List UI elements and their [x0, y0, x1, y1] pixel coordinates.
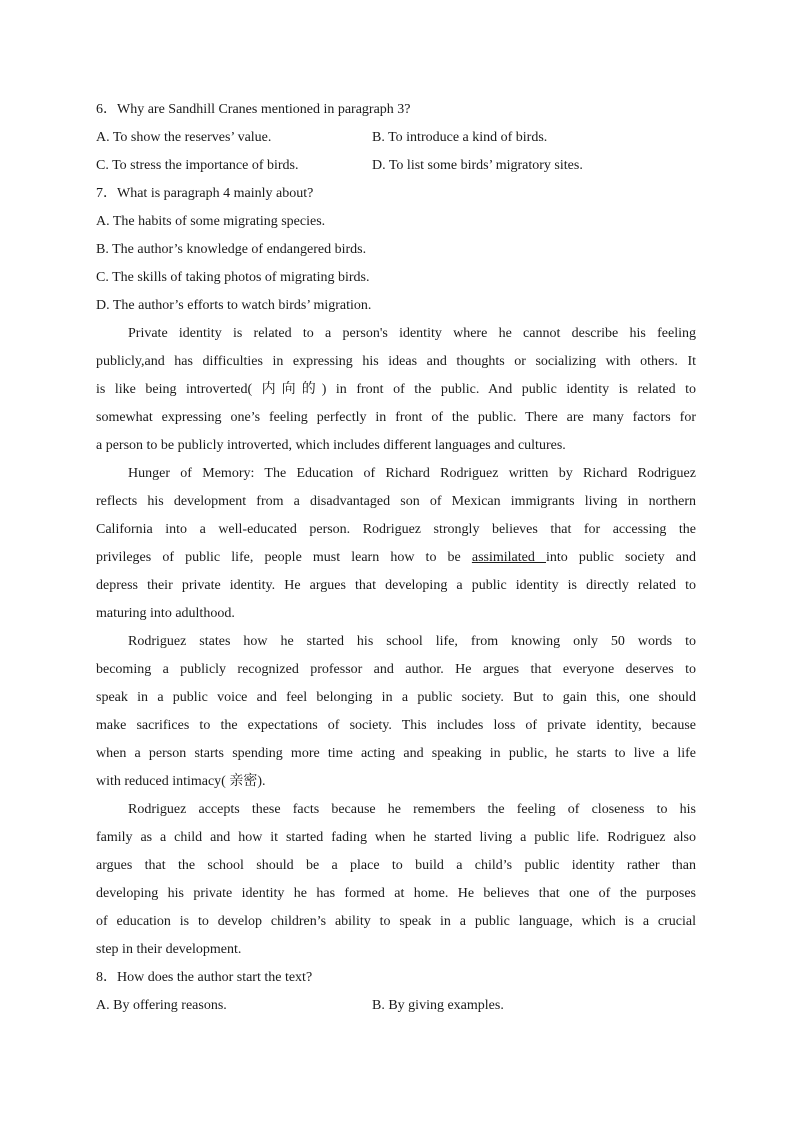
passage-paragraph-3	[96, 628, 696, 796]
paragraph-line: a person to be publicly introverted, which includes different languages and cultures.	[96, 438, 566, 453]
paragraph-line: California into a well-educated person. Rodriguez strongly believes that for accessing the	[96, 522, 696, 537]
paragraph-line: with reduced intimacy( 亲密).	[96, 774, 266, 789]
question-8-options-row-1	[96, 992, 696, 1020]
paragraph-line: make sacrifices to the expectations of society. This includes loss of private identity, because	[96, 718, 696, 733]
paragraph-line: of education is to develop children’s ability to speak in a public language, which is a crucial	[96, 914, 696, 929]
paragraph-line-with-underline	[96, 544, 696, 572]
question-6-options-row-2	[96, 152, 696, 180]
paragraph-line: speak in a public voice and feel belonging in a public society. But to gain this, one should	[96, 690, 696, 705]
paragraph-line: depress their private identity. He argues that developing a public identity is directly related to	[96, 578, 696, 593]
question-8-stem: 8．How does the author start the text?	[96, 970, 313, 985]
underlined-word-assimilated: assimilated	[471, 550, 546, 565]
paragraph-text: into public society and	[546, 550, 696, 565]
question-7-option-c[interactable]: C. The skills of taking photos of migrating birds.	[96, 270, 370, 285]
paragraph-line: step in their development.	[96, 942, 242, 957]
paragraph-line: somewhat expressing one’s feeling perfectly in front of the public. There are many factors for	[96, 410, 696, 425]
paragraph-line: developing his private identity he has formed at home. He believes that one of the purposes	[96, 886, 696, 901]
passage-paragraph-2	[96, 460, 696, 628]
paragraph-text: privileges of public life, people must learn how to be	[96, 550, 472, 565]
question-6-option-a[interactable]: A. To show the reserves’ value.	[96, 130, 272, 145]
question-7-option-d[interactable]: D. The author’s efforts to watch birds’ migration.	[96, 298, 372, 313]
question-7-option-a[interactable]: A. The habits of some migrating species.	[96, 214, 326, 229]
paragraph-line: Hunger of Memory: The Education of Richard Rodriguez written by Richard Rodriguez	[128, 466, 696, 481]
paragraph-line: argues that the school should be a place to build a child’s public identity rather than	[96, 858, 696, 873]
question-6-option-d[interactable]: D. To list some birds’ migratory sites.	[372, 158, 583, 173]
paragraph-line: family as a child and how it started fading when he started living a public life. Rodriguez also	[96, 830, 696, 845]
paragraph-line: maturing into adulthood.	[96, 606, 235, 621]
passage-paragraph-4	[96, 796, 696, 964]
paragraph-line: becoming a publicly recognized professor and author. He argues that everyone deserves to	[96, 662, 696, 677]
question-6-option-c[interactable]: C. To stress the importance of birds.	[96, 158, 299, 173]
paragraph-line: is like being introverted( 内向的) in front of the public. And public identity is related to	[96, 382, 696, 397]
question-7-option-b[interactable]: B. The author’s knowledge of endangered birds.	[96, 242, 367, 257]
question-6-stem: 6．Why are Sandhill Cranes mentioned in paragraph 3?	[96, 102, 411, 117]
question-6-option-b[interactable]: B. To introduce a kind of birds.	[372, 130, 548, 145]
question-7-stem: 7．What is paragraph 4 mainly about?	[96, 186, 314, 201]
paragraph-line: Rodriguez accepts these facts because he remembers the feeling of closeness to his	[128, 802, 696, 817]
passage-paragraph-1	[96, 320, 696, 460]
paragraph-line: Private identity is related to a person's identity where he cannot describe his feeling	[128, 326, 696, 341]
paragraph-line: when a person starts spending more time acting and speaking in public, he starts to live a life	[96, 746, 696, 761]
paragraph-line: reflects his development from a disadvantaged son of Mexican immigrants living in northern	[96, 494, 696, 509]
paragraph-line: publicly,and has difficulties in expressing his ideas and thoughts or socializing with others. It	[96, 354, 696, 369]
question-8-option-a[interactable]: A. By offering reasons.	[96, 998, 227, 1013]
question-8-option-b[interactable]: B. By giving examples.	[372, 998, 504, 1013]
paragraph-line: Rodriguez states how he started his school life, from knowing only 50 words to	[128, 634, 696, 649]
exam-page	[96, 96, 696, 1020]
question-6-options-row-1	[96, 124, 696, 152]
